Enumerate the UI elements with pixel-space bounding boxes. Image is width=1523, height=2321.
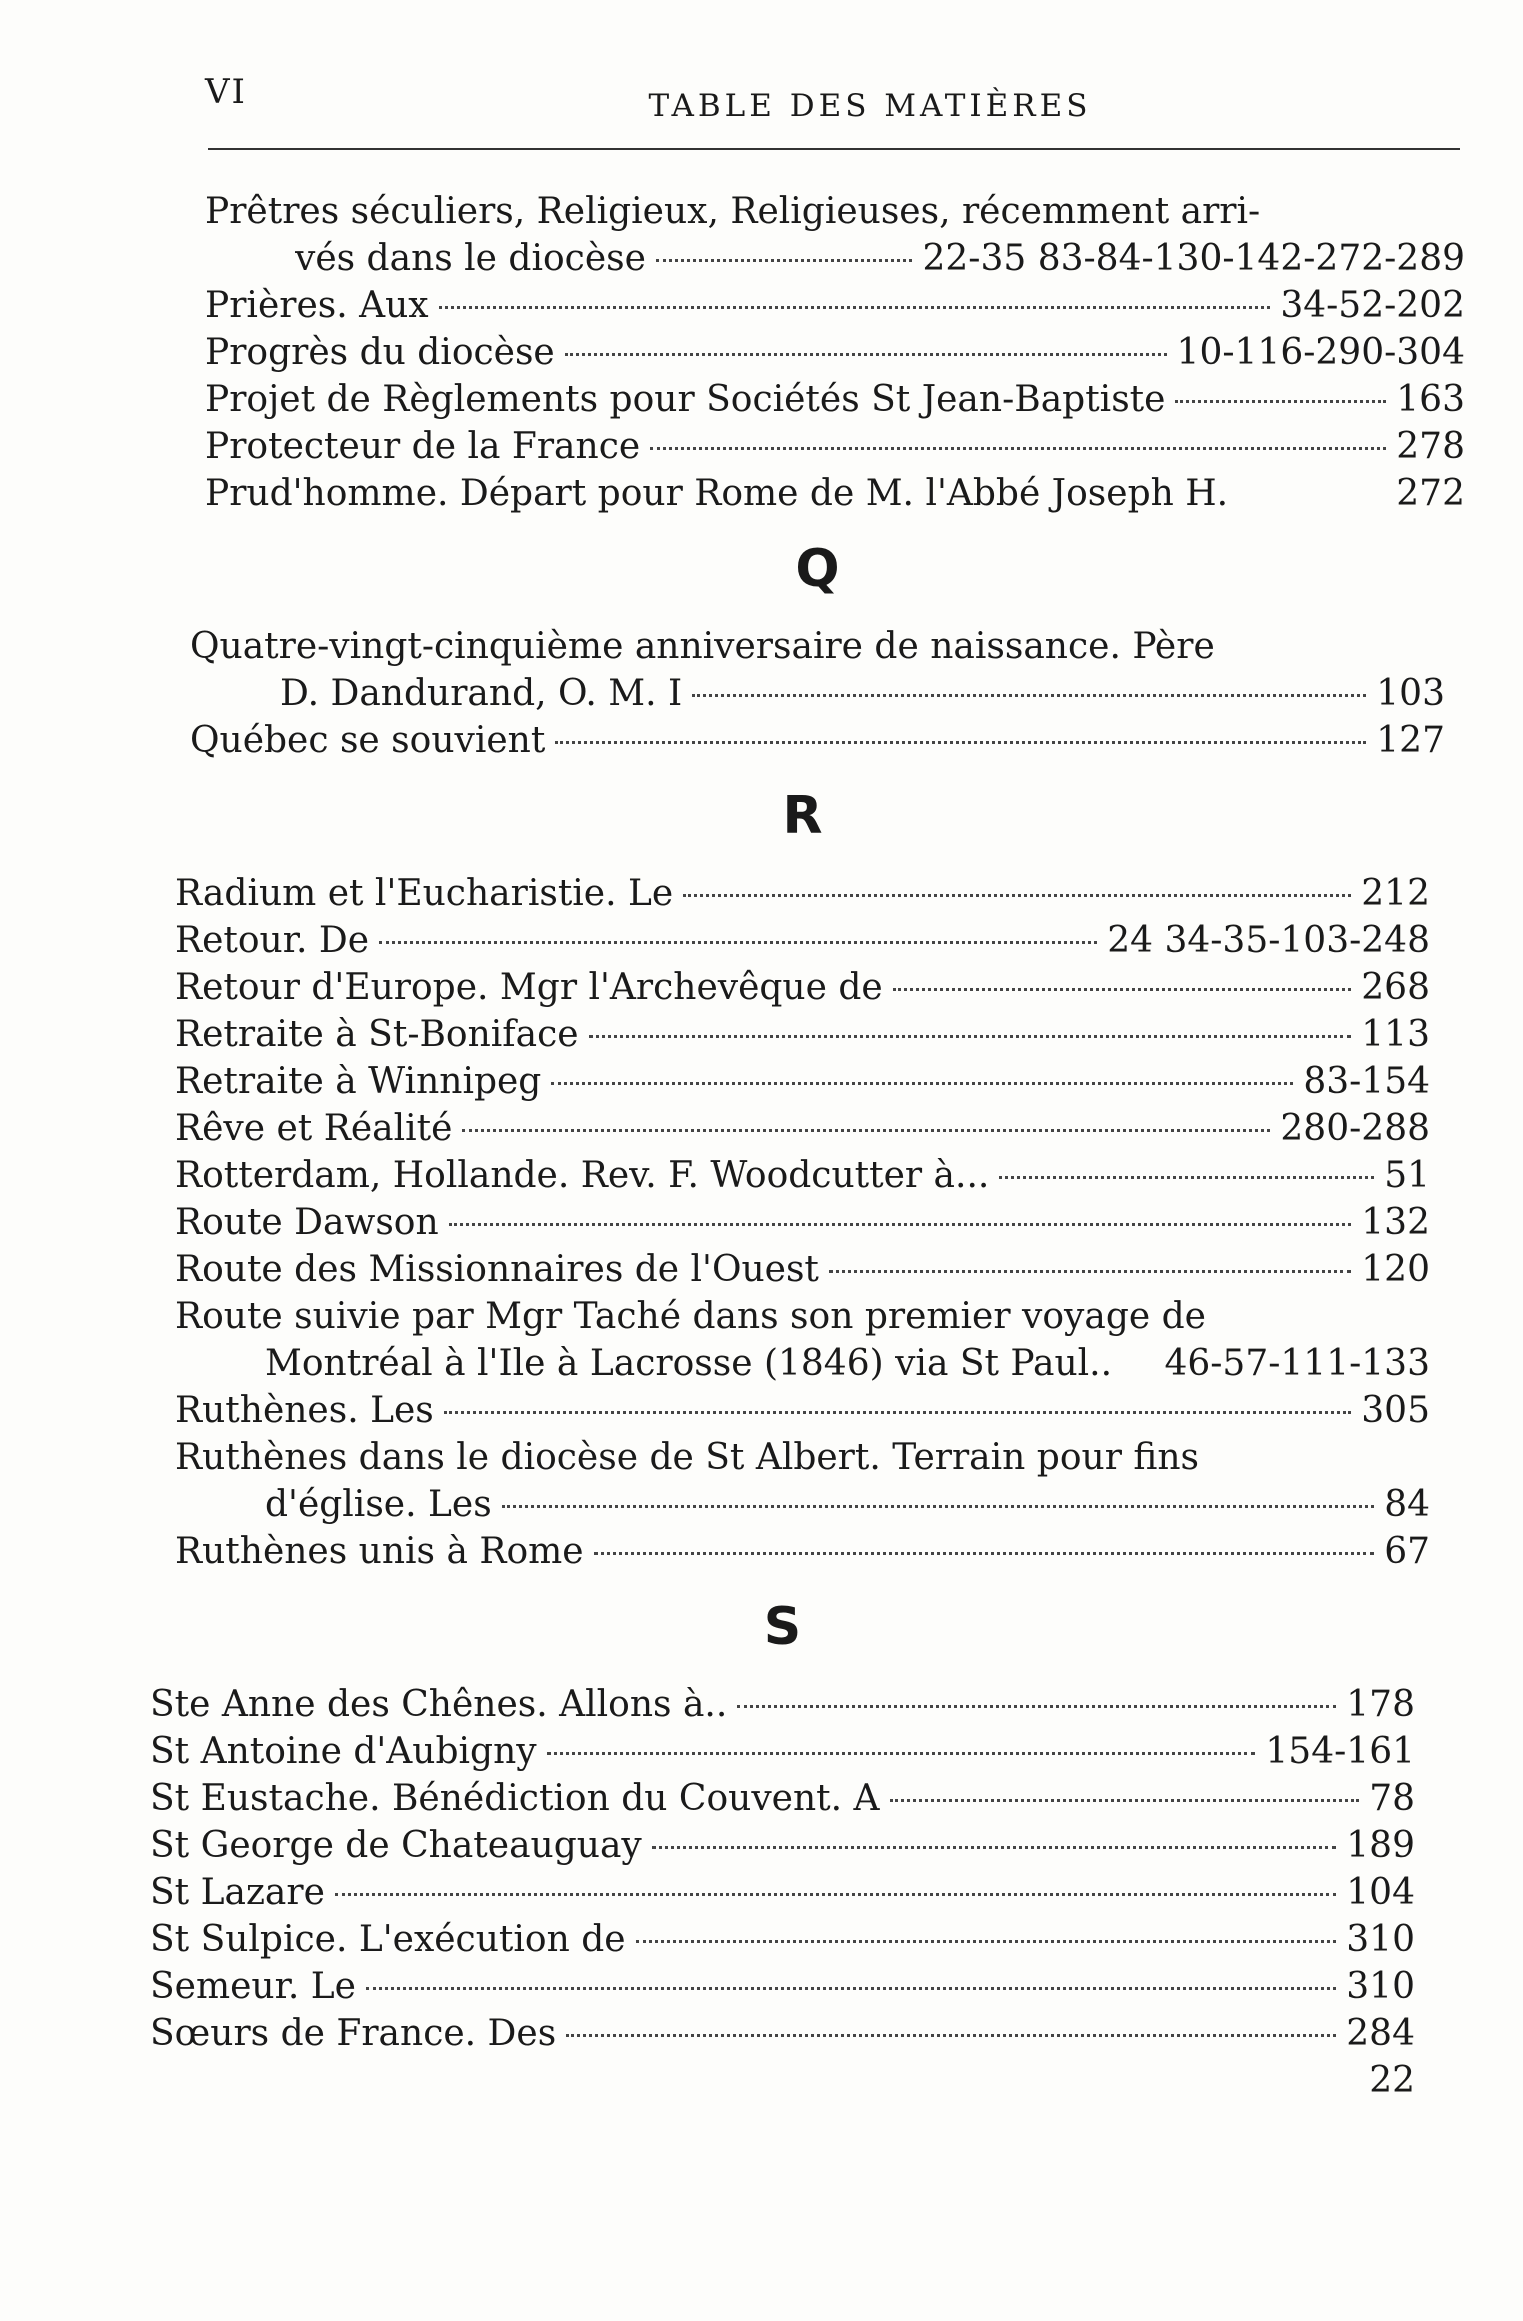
toc-entry-title: St Sulpice. L'exécution de [150, 1919, 626, 1960]
toc-entry-title: Montréal à l'Ile à Lacrosse (1846) via St Paul.. [265, 1343, 1113, 1384]
table-of-contents [0, 188, 1523, 2122]
toc-entry-pages: 24 34-35-103-248 [1107, 920, 1430, 961]
toc-entry-pages: 127 [1376, 720, 1445, 761]
dot-leader [547, 1752, 1256, 1755]
toc-entry-title: D. Dandurand, O. M. I [280, 673, 683, 714]
toc-entry-title: Sœurs de France. Des [150, 2013, 557, 2054]
toc-entry [150, 2057, 1415, 2104]
toc-entry-pages: 51 [1384, 1155, 1430, 1196]
dot-leader [1175, 400, 1386, 403]
toc-entry-title: St Antoine d'Aubigny [150, 1731, 537, 1772]
toc-entry-pages: 278 [1396, 426, 1465, 467]
dot-leader [636, 1940, 1337, 1943]
toc-entry-pages: 34-52-202 [1280, 285, 1465, 326]
toc-entry-pages: 305 [1361, 1390, 1430, 1431]
toc-entry-title: Ste Anne des Chênes. Allons à.. [150, 1684, 728, 1725]
toc-entry [175, 1340, 1430, 1387]
section-q [0, 535, 1445, 764]
dot-leader [594, 1552, 1375, 1555]
toc-entry-title: Retour. De [175, 920, 370, 961]
dot-leader [502, 1505, 1375, 1508]
toc-entry-title: Prud'homme. Départ pour Rome de M. l'Abbé Joseph H. [205, 473, 1229, 514]
toc-entry-title: Projet de Règlements pour Sociétés St Jean-Baptiste [205, 379, 1166, 420]
toc-entry [175, 1152, 1430, 1199]
dot-leader [999, 1176, 1374, 1179]
toc-entry-title: Rêve et Réalité [175, 1108, 453, 1149]
toc-entry-pages: 189 [1346, 1825, 1415, 1866]
toc-entry-pages: 84 [1384, 1484, 1430, 1525]
dot-leader [589, 1035, 1352, 1038]
toc-entry-pages: 284 [1346, 2013, 1415, 2054]
toc-entry-pages: 212 [1361, 873, 1430, 914]
toc-entry-pages: 268 [1361, 967, 1430, 1008]
toc-entry [150, 1681, 1415, 1728]
toc-entry [205, 235, 1465, 282]
toc-entry-pages: 120 [1361, 1249, 1430, 1290]
running-head: TABLE DES MATIÈRES [648, 88, 1092, 124]
toc-entry-pages: 67 [1384, 1531, 1430, 1572]
toc-entry [175, 1528, 1430, 1575]
toc-entry-title: Ruthènes unis à Rome [175, 1531, 584, 1572]
toc-entry-title: Ruthènes. Les [175, 1390, 434, 1431]
toc-entry [150, 1775, 1415, 1822]
toc-entry [205, 376, 1465, 423]
toc-entry-pages: 10-116-290-304 [1176, 332, 1465, 373]
toc-entry-first-line: Ruthènes dans le diocèse de St Albert. Terrain pour fins [175, 1437, 1200, 1478]
toc-entry-title: Retraite à St-Boniface [175, 1014, 579, 1055]
toc-entry [150, 1728, 1415, 1775]
toc-entry-pages: 22 [1369, 2060, 1415, 2101]
section-p [0, 188, 1465, 517]
section-r [0, 782, 1430, 1575]
toc-entry-pages: 178 [1346, 1684, 1415, 1725]
toc-entry [205, 470, 1465, 517]
toc-entry-title: Prières. Aux [205, 285, 429, 326]
toc-entry-title: Retour d'Europe. Mgr l'Archevêque de [175, 967, 883, 1008]
toc-entry [175, 917, 1430, 964]
dot-leader [565, 353, 1167, 356]
dot-leader [555, 741, 1366, 744]
toc-entry-title: Progrès du diocèse [205, 332, 555, 373]
toc-entry-first-line: Quatre-vingt-cinquième anniversaire de naissance. Père [190, 626, 1215, 667]
toc-entry [190, 670, 1445, 717]
toc-entry [175, 1387, 1430, 1434]
toc-entry-first-line: Prêtres séculiers, Religieux, Religieuses, récemment arri- [205, 191, 1261, 232]
toc-entry [150, 2010, 1415, 2057]
toc-entry-pages: 310 [1346, 1966, 1415, 2007]
toc-entry-title: d'église. Les [265, 1484, 492, 1525]
toc-entry-pages: 154-161 [1265, 1731, 1415, 1772]
toc-entry-first-line: Route suivie par Mgr Taché dans son premier voyage de [175, 1296, 1206, 1337]
toc-entry-title: Retraite à Winnipeg [175, 1061, 542, 1102]
page-number: VI [205, 72, 247, 112]
toc-entry [205, 282, 1465, 329]
dot-leader [379, 941, 1097, 944]
dot-leader [335, 1893, 1336, 1896]
toc-entry-title: Québec se souvient [190, 720, 546, 761]
toc-entry [175, 1058, 1430, 1105]
toc-entry [175, 964, 1430, 1011]
dot-leader [890, 1799, 1360, 1802]
toc-entry [175, 870, 1430, 917]
toc-entry-title: Route Dawson [175, 1202, 439, 1243]
dot-leader [444, 1411, 1351, 1414]
toc-entry [175, 1105, 1430, 1152]
toc-entry-title: Radium et l'Eucharistie. Le [175, 873, 674, 914]
dot-leader [366, 1987, 1336, 1990]
toc-entry [205, 423, 1465, 470]
toc-entry [175, 1246, 1430, 1293]
toc-entry-pages: 104 [1346, 1872, 1415, 1913]
toc-entry-pages: 83-154 [1303, 1061, 1430, 1102]
toc-entry-title: Protecteur de la France [205, 426, 641, 467]
toc-entry [150, 1822, 1415, 1869]
section-letter: S [763, 1597, 802, 1657]
toc-entry [175, 1199, 1430, 1246]
section-letter: R [782, 786, 823, 846]
dot-leader [737, 1705, 1336, 1708]
toc-entry-pages: 280-288 [1280, 1108, 1430, 1149]
toc-entry-pages: 78 [1369, 1778, 1415, 1819]
dot-leader [462, 1129, 1270, 1132]
toc-entry [175, 1011, 1430, 1058]
toc-entry-pages: 163 [1396, 379, 1465, 420]
toc-entry [175, 1481, 1430, 1528]
toc-entry-pages: 46-57-111-133 [1164, 1343, 1430, 1384]
toc-entry-pages: 310 [1346, 1919, 1415, 1960]
toc-entry [150, 1916, 1415, 1963]
dot-leader [692, 694, 1366, 697]
toc-entry-title: St George de Chateauguay [150, 1825, 642, 1866]
dot-leader [650, 447, 1386, 450]
dot-leader [829, 1270, 1351, 1273]
toc-entry-pages: 103 [1376, 673, 1445, 714]
toc-entry-title: Semeur. Le [150, 1966, 356, 2007]
dot-leader [683, 894, 1351, 897]
dot-leader [566, 2034, 1336, 2037]
section-s [0, 1593, 1415, 2104]
dot-leader [893, 988, 1352, 991]
dot-leader [449, 1223, 1352, 1226]
dot-leader [652, 1846, 1337, 1849]
toc-entry [150, 1869, 1415, 1916]
section-letter: Q [795, 539, 840, 599]
toc-entry-title: St Lazare [150, 1872, 325, 1913]
toc-entry-pages: 272 [1396, 473, 1465, 514]
dot-leader [551, 1082, 1293, 1085]
toc-entry [190, 717, 1445, 764]
toc-entry-title: St Eustache. Bénédiction du Couvent. A [150, 1778, 880, 1819]
toc-entry-pages: 132 [1361, 1202, 1430, 1243]
toc-entry-title: Rotterdam, Hollande. Rev. F. Woodcutter à... [175, 1155, 990, 1196]
toc-entry-pages: 22-35 83-84-130-142-272-289 [922, 238, 1465, 279]
dot-leader [439, 306, 1271, 309]
dot-leader [656, 259, 913, 262]
toc-entry-pages: 113 [1361, 1014, 1430, 1055]
toc-entry [150, 1963, 1415, 2010]
toc-entry-title: vés dans le diocèse [295, 238, 646, 279]
header-rule [208, 148, 1460, 150]
toc-entry [205, 329, 1465, 376]
toc-entry-title: Route des Missionnaires de l'Ouest [175, 1249, 819, 1290]
